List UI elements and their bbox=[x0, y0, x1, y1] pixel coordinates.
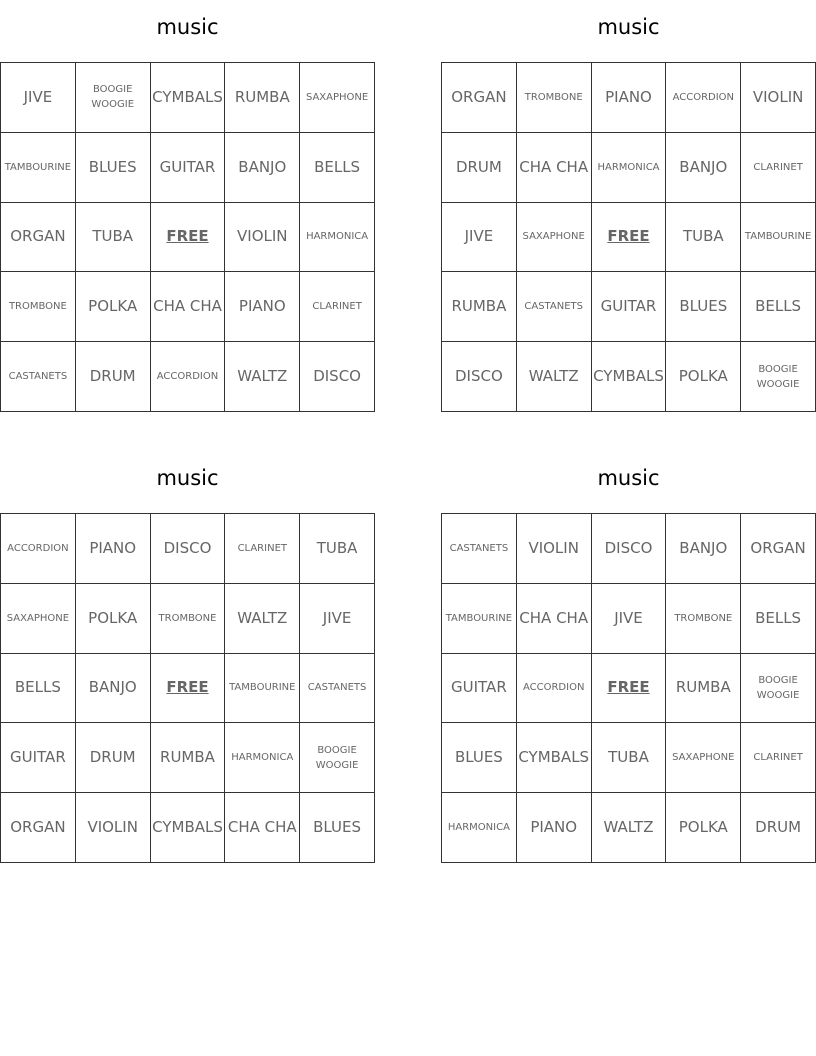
free-space: FREE bbox=[151, 203, 226, 273]
bingo-cell: BLUES bbox=[300, 793, 375, 863]
bingo-cell: BLUES bbox=[666, 272, 741, 342]
bingo-cell: ACCORDION bbox=[151, 342, 226, 412]
bingo-cell: JIVE bbox=[300, 584, 375, 654]
bingo-cell: CYMBALS bbox=[151, 793, 226, 863]
bingo-cell: CLARINET bbox=[741, 723, 816, 793]
bingo-cell: POLKA bbox=[666, 793, 741, 863]
bingo-cell: BLUES bbox=[442, 723, 517, 793]
bingo-cell: VIOLIN bbox=[517, 514, 592, 584]
bingo-cell: DISCO bbox=[300, 342, 375, 412]
bingo-cell: BANJO bbox=[225, 133, 300, 203]
bingo-cell: TAMBOURINE bbox=[1, 133, 76, 203]
bingo-cell: ORGAN bbox=[741, 514, 816, 584]
bingo-cell: TROMBONE bbox=[517, 63, 592, 133]
bingo-grid bbox=[441, 513, 816, 863]
bingo-cell: CASTANETS bbox=[442, 514, 517, 584]
bingo-cell: SAXAPHONE bbox=[666, 723, 741, 793]
bingo-cell: CLARINET bbox=[741, 133, 816, 203]
bingo-cell: HARMONICA bbox=[442, 793, 517, 863]
bingo-cell: PIANO bbox=[76, 514, 151, 584]
bingo-cell: DISCO bbox=[442, 342, 517, 412]
bingo-cell: DRUM bbox=[741, 793, 816, 863]
bingo-cell: ORGAN bbox=[1, 793, 76, 863]
bingo-cell: CHA CHA bbox=[151, 272, 226, 342]
free-space: FREE bbox=[592, 654, 667, 724]
bingo-cell: HARMONICA bbox=[300, 203, 375, 273]
bingo-cell: TUBA bbox=[592, 723, 667, 793]
bingo-cell: VIOLIN bbox=[76, 793, 151, 863]
bingo-cell: TROMBONE bbox=[151, 584, 226, 654]
bingo-cell: HARMONICA bbox=[225, 723, 300, 793]
bingo-cell: ACCORDION bbox=[666, 63, 741, 133]
bingo-cell: WALTZ bbox=[517, 342, 592, 412]
bingo-cell: VIOLIN bbox=[225, 203, 300, 273]
bingo-cell: CYMBALS bbox=[151, 63, 226, 133]
bingo-cell: CLARINET bbox=[300, 272, 375, 342]
bingo-cell: JIVE bbox=[1, 63, 76, 133]
bingo-cell: WALTZ bbox=[592, 793, 667, 863]
bingo-cell: DISCO bbox=[151, 514, 226, 584]
bingo-cell: TUBA bbox=[76, 203, 151, 273]
bingo-grid bbox=[441, 62, 816, 412]
bingo-cell: CASTANETS bbox=[517, 272, 592, 342]
bingo-cell: POLKA bbox=[76, 272, 151, 342]
bingo-cell: BANJO bbox=[76, 654, 151, 724]
bingo-cell: POLKA bbox=[76, 584, 151, 654]
bingo-grid bbox=[0, 513, 375, 863]
bingo-cell: BLUES bbox=[76, 133, 151, 203]
bingo-cell: ACCORDION bbox=[517, 654, 592, 724]
bingo-cell: WALTZ bbox=[225, 342, 300, 412]
bingo-cell: RUMBA bbox=[442, 272, 517, 342]
bingo-cell: PIANO bbox=[517, 793, 592, 863]
bingo-cell: CYMBALS bbox=[592, 342, 667, 412]
bingo-cell: TUBA bbox=[666, 203, 741, 273]
free-space: FREE bbox=[151, 654, 226, 724]
bingo-cell: GUITAR bbox=[151, 133, 226, 203]
bingo-cell: CHA CHA bbox=[517, 584, 592, 654]
bingo-cell: ACCORDION bbox=[1, 514, 76, 584]
bingo-cell: CLARINET bbox=[225, 514, 300, 584]
bingo-cell: BOOGIE WOOGIE bbox=[76, 63, 151, 133]
bingo-cell: SAXAPHONE bbox=[1, 584, 76, 654]
bingo-cell: BELLS bbox=[741, 584, 816, 654]
bingo-cell: TAMBOURINE bbox=[741, 203, 816, 273]
bingo-cell: SAXAPHONE bbox=[517, 203, 592, 273]
bingo-cell: BOOGIE WOOGIE bbox=[741, 654, 816, 724]
bingo-cell: TROMBONE bbox=[1, 272, 76, 342]
bingo-cell: JIVE bbox=[442, 203, 517, 273]
bingo-cell: DISCO bbox=[592, 514, 667, 584]
bingo-cell: CASTANETS bbox=[1, 342, 76, 412]
bingo-cell: WALTZ bbox=[225, 584, 300, 654]
bingo-cell: CHA CHA bbox=[225, 793, 300, 863]
card-title: music bbox=[156, 15, 219, 39]
card-title: music bbox=[597, 15, 660, 39]
bingo-cell: DRUM bbox=[442, 133, 517, 203]
bingo-cell: SAXAPHONE bbox=[300, 63, 375, 133]
bingo-cell: POLKA bbox=[666, 342, 741, 412]
bingo-cell: DRUM bbox=[76, 723, 151, 793]
bingo-cell: CASTANETS bbox=[300, 654, 375, 724]
free-space: FREE bbox=[592, 203, 667, 273]
bingo-cell: TAMBOURINE bbox=[442, 584, 517, 654]
bingo-cell: TUBA bbox=[300, 514, 375, 584]
bingo-cell: RUMBA bbox=[225, 63, 300, 133]
bingo-cell: GUITAR bbox=[442, 654, 517, 724]
bingo-cell: PIANO bbox=[592, 63, 667, 133]
bingo-cell: HARMONICA bbox=[592, 133, 667, 203]
bingo-cell: PIANO bbox=[225, 272, 300, 342]
bingo-cell: ORGAN bbox=[1, 203, 76, 273]
bingo-cell: DRUM bbox=[76, 342, 151, 412]
bingo-cell: VIOLIN bbox=[741, 63, 816, 133]
bingo-cell: BELLS bbox=[300, 133, 375, 203]
card-title: music bbox=[597, 466, 660, 490]
bingo-cell: TAMBOURINE bbox=[225, 654, 300, 724]
bingo-cell: RUMBA bbox=[151, 723, 226, 793]
bingo-cell: GUITAR bbox=[1, 723, 76, 793]
bingo-cell: CYMBALS bbox=[517, 723, 592, 793]
bingo-cell: CHA CHA bbox=[517, 133, 592, 203]
bingo-grid bbox=[0, 62, 375, 412]
bingo-cell: BANJO bbox=[666, 514, 741, 584]
bingo-cell: RUMBA bbox=[666, 654, 741, 724]
bingo-cell: JIVE bbox=[592, 584, 667, 654]
bingo-cell: BELLS bbox=[741, 272, 816, 342]
bingo-cell: BOOGIE WOOGIE bbox=[300, 723, 375, 793]
bingo-cell: GUITAR bbox=[592, 272, 667, 342]
bingo-cell: ORGAN bbox=[442, 63, 517, 133]
bingo-cell: BOOGIE WOOGIE bbox=[741, 342, 816, 412]
bingo-cell: TROMBONE bbox=[666, 584, 741, 654]
bingo-cell: BELLS bbox=[1, 654, 76, 724]
bingo-cell: BANJO bbox=[666, 133, 741, 203]
card-title: music bbox=[156, 466, 219, 490]
